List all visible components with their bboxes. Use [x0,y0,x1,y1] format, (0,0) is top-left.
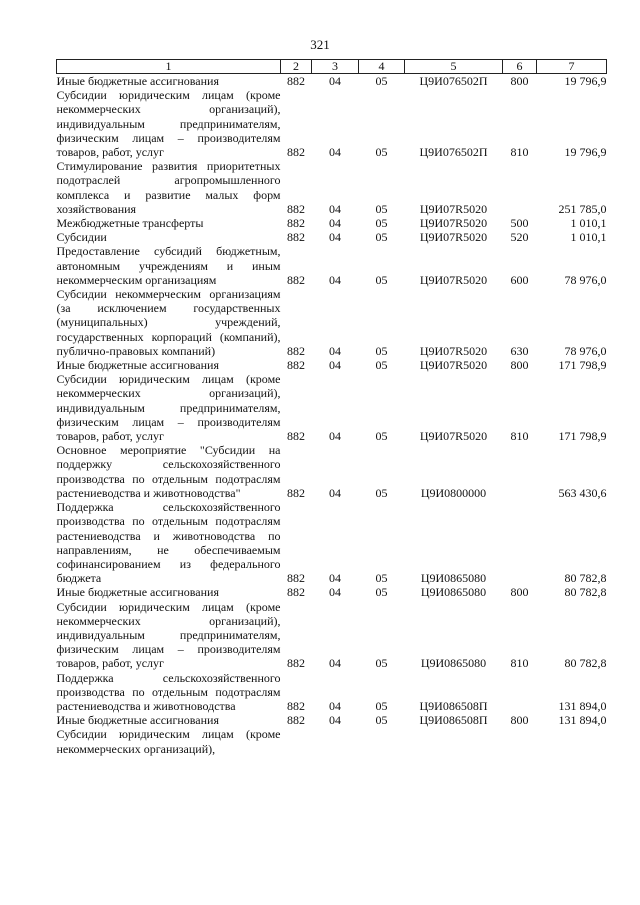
section-code: 04 [329,272,341,287]
amount: 78 976,0 [564,272,607,287]
subsection-code: 05 [375,358,388,373]
table-row [57,287,607,358]
ministry-code: 882 [287,713,305,728]
item-name: Межбюджетные трансферты [56,216,204,231]
ministry-code: 882 [287,343,305,358]
subsection-code: 05 [375,585,388,600]
amount: 251 785,0 [558,201,607,216]
section-code: 04 [329,571,341,586]
ministry-code: 882 [287,429,305,444]
table-row [57,88,607,159]
ministry-code: 882 [287,230,305,245]
target-article-code: Ц9И0800000 [420,485,487,500]
target-article-code: Ц9И086508П [419,713,488,728]
table-row [57,713,607,727]
expense-type-code: 500 [510,216,529,231]
item-name: Иные бюджетные ассигнования [56,585,219,600]
target-article-code: Ц9И07R5020 [419,343,488,358]
target-article-code: Ц9И07R5020 [419,216,488,231]
target-article-code: Ц9И07R5020 [419,230,488,245]
amount: 171 798,9 [558,429,607,444]
column-header: 7 [537,60,607,74]
table-row [57,216,607,230]
column-header: 4 [359,60,405,74]
table-row [57,230,607,244]
section-code: 04 [329,230,341,245]
table-row [57,74,607,89]
amount: 78 976,0 [564,343,607,358]
expense-type-code: 630 [510,343,529,358]
subsection-code: 05 [375,74,388,88]
target-article-code: Ц9И0865080 [420,585,487,600]
section-code [312,727,359,755]
target-article-code: Ц9И07R5020 [419,429,488,444]
expense-type-code: 800 [510,358,529,373]
table-header-row [57,60,607,74]
item-name: Субсидии юридическим лицам (кроме некоммерческих организаций), индивидуальным предпринимателям, физическим лицам – производителям товаров, работ, услуг [56,372,281,444]
amount [537,727,607,755]
target-article-code: Ц9И07R5020 [419,272,488,287]
target-article-code: Ц9И076502П [419,145,488,160]
target-article-code: Ц9И07R5020 [419,358,488,373]
table-row [57,500,607,585]
subsection-code: 05 [375,713,388,728]
amount: 19 796,9 [564,74,607,88]
target-article-code: Ц9И0865080 [420,656,487,671]
item-name: Основное мероприятие "Субсидии на поддержку сельскохозяйственного производства по отдельным подотраслям растениеводства и животноводства" [56,443,281,500]
column-header: 3 [312,60,359,74]
section-code: 04 [329,74,341,88]
subsection-code: 05 [375,656,388,671]
table-row [57,372,607,443]
subsection-code: 05 [375,429,388,444]
column-header: 1 [57,60,281,74]
amount: 19 796,9 [564,145,607,160]
item-name: Иные бюджетные ассигнования [56,713,219,728]
item-name: Стимулирование развития приоритетных подотраслей агропромышленного комплекса и развитие малых форм хозяйствования [56,159,281,216]
target-article-code: Ц9И07R5020 [419,201,488,216]
item-name: Поддержка сельскохозяйственного производства по отдельным подотраслям растениеводства и животноводства по направлениям, не обеспечиваемым софинансированием из федерального бюджета [56,500,281,586]
expense-type-code: 800 [510,74,529,88]
subsection-code: 05 [375,343,388,358]
ministry-code: 882 [287,656,305,671]
ministry-code: 882 [287,358,305,373]
expense-type-code: 600 [510,272,529,287]
table-row [57,159,607,216]
ministry-code: 882 [287,145,305,160]
amount: 80 782,8 [564,656,607,671]
item-name: Предоставление субсидий бюджетным, автономным учреждениям и иным некоммерческим организациям [56,244,281,287]
section-code: 04 [329,698,341,713]
expense-type-code [503,159,537,216]
subsection-code: 05 [375,145,388,160]
table-row [57,585,607,599]
column-header: 6 [503,60,537,74]
item-name: Субсидии юридическим лицам (кроме некоммерческих организаций), индивидуальным предпринимателям, физическим лицам – производителям товаров, работ, услуг [56,599,281,671]
section-code: 04 [329,585,341,600]
section-code: 04 [329,713,341,728]
amount: 80 782,8 [564,571,607,586]
budget-table [56,59,607,756]
target-article-code: Ц9И086508П [419,698,488,713]
ministry-code: 882 [287,74,305,88]
section-code: 04 [329,656,341,671]
section-code: 04 [329,358,341,373]
item-name: Иные бюджетные ассигнования [56,74,219,88]
expense-type-code: 520 [510,230,529,245]
subsection-code: 05 [375,230,388,245]
expense-type-code [503,727,537,755]
expense-type-code [503,671,537,714]
item-name: Субсидии некоммерческим организациям (за исключением государственных (муниципальных) учреждений, государственных корпораций (компаний), публично-правовых компаний) [56,287,281,358]
ministry-code: 882 [287,585,305,600]
expense-type-code: 810 [510,429,529,444]
section-code: 04 [329,201,341,216]
amount: 1 010,1 [570,216,607,231]
column-header: 2 [281,60,312,74]
expense-type-code: 800 [510,713,529,728]
subsection-code: 05 [375,571,388,586]
table-row [57,443,607,500]
page-number: 321 [310,37,330,52]
amount: 1 010,1 [570,230,607,245]
table-row [57,600,607,671]
expense-type-code: 800 [510,585,529,600]
amount: 131 894,0 [558,713,607,728]
expense-type-code [503,500,537,585]
ministry-code: 882 [287,485,305,500]
ministry-code [281,727,312,755]
amount: 563 430,6 [558,485,607,500]
table-row [57,358,607,372]
ministry-code: 882 [287,216,305,231]
ministry-code: 882 [287,698,305,713]
column-header: 5 [405,60,503,74]
target-article-code: Ц9И0865080 [420,571,487,586]
item-name: Субсидии юридическим лицам (кроме некоммерческих организаций), индивидуальным предпринимателям, физическим лицам – производителям товаров, работ, услуг [56,88,281,160]
ministry-code: 882 [287,272,305,287]
expense-type-code [503,443,537,500]
ministry-code: 882 [287,201,305,216]
subsection-code: 05 [375,216,388,231]
ministry-code: 882 [287,571,305,586]
amount: 131 894,0 [558,698,607,713]
item-name: Поддержка сельскохозяйственного производства по отдельным подотраслям растениеводства и животноводства [56,670,281,713]
section-code: 04 [329,429,341,444]
target-article-code [405,727,503,755]
amount: 80 782,8 [564,585,607,600]
item-name: Субсидии юридическим лицам (кроме некоммерческих организаций), [56,727,281,756]
table-row [57,244,607,287]
section-code: 04 [329,216,341,231]
subsection-code: 05 [375,272,388,287]
amount: 171 798,9 [558,358,607,373]
expense-type-code: 810 [510,656,529,671]
subsection-code: 05 [375,485,388,500]
subsection-code [359,727,405,755]
table-row [57,727,607,755]
section-code: 04 [329,145,341,160]
subsection-code: 05 [375,201,388,216]
subsection-code: 05 [375,698,388,713]
item-name: Субсидии [56,230,107,245]
item-name: Иные бюджетные ассигнования [56,358,219,373]
section-code: 04 [329,343,341,358]
table-row [57,671,607,714]
expense-type-code: 810 [510,145,529,160]
target-article-code: Ц9И076502П [419,74,488,88]
section-code: 04 [329,485,341,500]
